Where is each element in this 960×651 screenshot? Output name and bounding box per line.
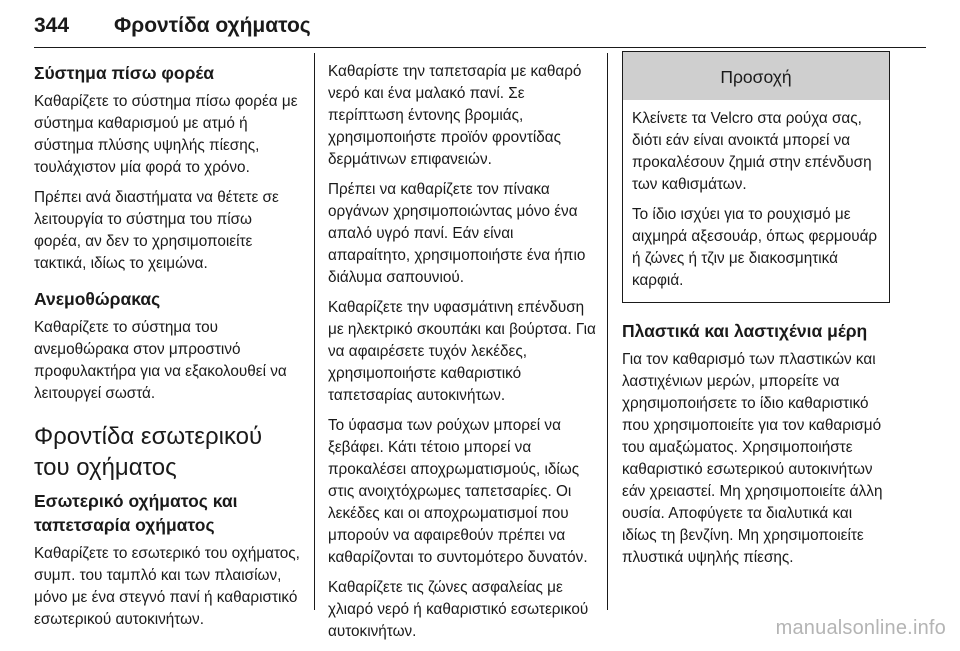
paragraph-wind-deflector: Καθαρίζετε το σύστημα του ανεμοθώρακα στον μπροστινό προφυλακτήρα για να εξακολουθεί να λειτουργεί σωστά. [34,319,287,402]
caution-paragraph-2: Το ίδιο ισχύει για το ρουχισμό με αιχμηρά αξεσουάρ, όπως φερμουάρ ή ζώνες ή τζιν με διακοσμητικά καρφιά. [632,206,878,289]
heading-plastic-rubber: Πλαστικά και λαστιχένια μέρη [622,321,868,341]
caution-paragraph-1: Κλείνετε τα Velcro στα ρούχα σας, διότι εάν είναι ανοικτά μπορεί να προκαλέσουν ζημιά στην επένδυση των καθισμάτων. [632,110,872,193]
paragraph-rear-carrier-1: Καθαρίζετε το σύστημα πίσω φορέα με σύστημα καθαρισμού με ατμό ή σύστημα πλύσης υψηλής πίεσης, τουλάχιστον μία φορά το χρόνο. [34,93,298,176]
column-divider-1 [314,53,315,610]
paragraph-upholstery-clean: Καθαρίστε την ταπετσαρία με καθαρό νερό και ένα μαλακό πανί. Σε περίπτωση έντονης βρομιάς, χρησιμοποιήστε προϊόν φροντίδας δερμάτινων επιφανειών. [328,63,582,168]
caution-box [622,51,890,303]
heading-rear-carrier: Σύστημα πίσω φορέα [34,63,215,83]
watermark: manualsonline.info [775,617,946,639]
paragraph-fabric-lining: Καθαρίζετε την υφασμάτινη επένδυση με ηλεκτρικό σκουπάκι και βούρτσα. Για να αφαιρέσετε τυχόν λεκέδες, χρησιμοποιήστε καθαριστικό ταπετσαρίας αυτοκινήτων. [328,299,596,404]
paragraph-clothing-dye: Το ύφασμα των ρούχων μπορεί να ξεβάφει. Κάτι τέτοιο μπορεί να προκαλέσει αποχρωματισμούς, ιδίως στις ανοιχτόχρωμες ταπετσαρίες. Οι λεκέδες και οι αποχρωματισμοί που μπορούν να αφαιρεθούν πρέπει να καθαρίζονται το συντομότερο δυνατόν. [328,417,588,566]
page-header [34,14,926,44]
column-divider-2 [607,53,608,610]
paragraph-interior: Καθαρίζετε το εσωτερικό του οχήματος, συμπ. του ταμπλό και των πλαισίων, μόνο με ένα στεγνό πανί ή καθαριστικό εσωτερικού αυτοκινήτων. [34,545,300,628]
section-title: Φροντίδα οχήματος [114,14,311,37]
column-2 [328,61,596,651]
column-3 [622,61,890,577]
heading-interior-upholstery: Εσωτερικό οχήματος και ταπετσαρία οχήματος [34,491,238,535]
heading-wind-deflector: Ανεμοθώρακας [34,289,161,309]
column-1 [34,61,302,639]
caution-title: Προσοχή [623,52,889,100]
paragraph-rear-carrier-2: Πρέπει ανά διαστήματα να θέτετε σε λειτουργία το σύστημα του πίσω φορέα, αν δεν το χρησιμοποιείτε τακτικά, ιδίως το χειμώνα. [34,189,279,272]
caution-body [623,100,889,302]
paragraph-instrument-panel: Πρέπει να καθαρίζετε τον πίνακα οργάνων χρησιμοποιώντας μόνο ένα απαλό υγρό πανί. Εάν είναι απαραίτητο, χρησιμοποιήστε ένα ήπιο διάλυμα σαπουνιού. [328,181,586,286]
paragraph-plastic-rubber: Για τον καθαρισμό των πλαστικών και λαστιχένιων μερών, μπορείτε να χρησιμοποιήσετε το ίδιο καθαριστικό που χρησιμοποιείτε για τον καθαρισμό του αμαξώματος. Χρησιμοποιήστε καθαριστικό εσωτερικού αυτοκινήτων εάν χρειαστεί. Μη χρησιμοποιείτε άλλη ουσία. Αποφύγετε τα διαλυτικά και ιδίως τη βενζίνη. Μη χρησιμοποιείτε πλυστικά υψηλής πίεσης. [622,351,883,566]
header-rule [34,47,926,48]
page-number: 344 [34,14,70,37]
heading-interior-care: Φροντίδα εσωτερικού του οχήματος [34,423,263,481]
paragraph-seat-belts: Καθαρίζετε τις ζώνες ασφαλείας με χλιαρό νερό ή καθαριστικό εσωτερικού αυτοκινήτων. [328,579,589,640]
